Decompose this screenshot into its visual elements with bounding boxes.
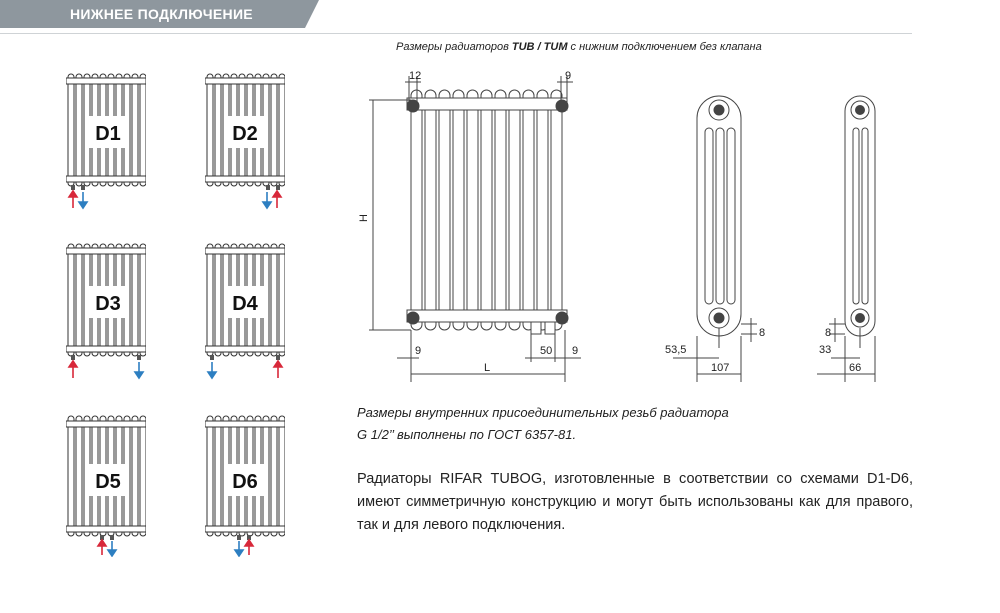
return-arrow-icon [135,362,143,378]
scheme-label: D3 [95,293,121,315]
dim-8-a: 8 [759,327,766,339]
dim-66: 66 [849,362,862,374]
dim-53-5: 53,5 [665,344,687,356]
scheme-label: D2 [232,123,258,145]
dim-9-top: 9 [565,70,572,82]
scheme-label: D1 [95,123,121,145]
section-title: НИЖНЕЕ ПОДКЛЮЧЕНИЕ [70,6,253,22]
scheme-d5 [66,412,146,557]
radiator-front-view [407,90,568,334]
scheme-label: D5 [95,471,121,493]
thread-note [357,402,729,446]
supply-arrow-icon [69,361,77,378]
drawing-caption: Размеры радиаторов TUB / TUM с нижним подключением без клапана [396,41,762,53]
dim-50: 50 [540,345,553,357]
dim-l: L [484,362,491,374]
dim-9-left: 9 [415,345,422,357]
return-arrow-icon [208,362,216,378]
supply-arrow-icon [274,361,282,378]
scheme-d6 [205,412,285,557]
scheme-d3 [66,240,146,380]
dim-12: 12 [409,70,422,82]
dim-33: 33 [819,344,832,356]
scheme-label: D4 [232,293,258,315]
header-divider [0,33,912,34]
scheme-d4 [205,240,285,380]
scheme-label: D6 [232,471,258,493]
description-paragraph: Радиаторы RIFAR TUBOG, изготовленные в соответствии со схемами D1-D6, имеют симметричную конструкцию и могут быть использованы как для правого, так и для левого подключения. [357,471,913,533]
dim-8-b: 8 [825,327,832,339]
dim-h: H [358,214,370,222]
return-arrow-icon [235,541,243,556]
supply-arrow-icon [273,191,281,208]
supply-arrow-icon [98,540,106,555]
dim-9-right: 9 [572,345,579,357]
technical-drawing [355,62,915,392]
return-arrow-icon [79,192,87,208]
thread-note-line1: Размеры внутренних присоединительных резьб радиатора [357,405,729,420]
radiator-side-view-66 [845,96,875,336]
return-arrow-icon [108,541,116,556]
return-arrow-icon [263,192,271,208]
supply-arrow-icon [245,540,253,555]
scheme-d2 [205,70,285,210]
radiator-side-view-107 [697,96,741,336]
thread-note-line2: G 1/2’’ выполнены по ГОСТ 6357-81. [357,427,577,442]
scheme-d1 [66,70,146,210]
dim-107: 107 [711,362,730,374]
supply-arrow-icon [69,191,77,208]
